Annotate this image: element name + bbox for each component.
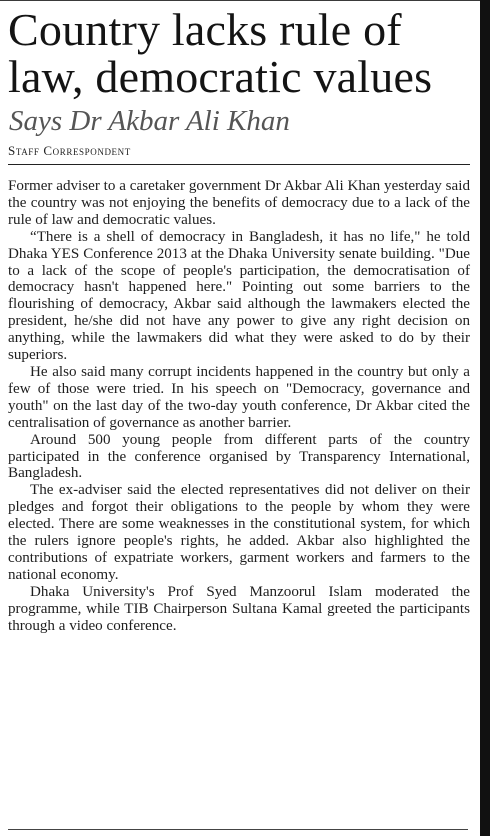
paragraph-5: The ex-adviser said the elected representatives did not deliver on their pledges and forgot their obligations to the people by whom they were elected. There are some weaknesses in the constitutional system, for which the rulers ignore people's rights, he added. Akbar also highlighted the contributions of expatriate workers, garment workers and farmers to the national economy.: [8, 482, 470, 583]
byline-divider: [8, 164, 470, 165]
subheadline: Says Dr Akbar Ali Khan: [9, 105, 290, 137]
news-article: [8, 6, 470, 634]
paragraph-6: Dhaka University's Prof Syed Manzoorul Islam moderated the programme, while TIB Chairperson Sultana Kamal greeted the participants through a video conference.: [8, 583, 470, 634]
headline: [8, 6, 470, 100]
paragraph-1: Former adviser to a caretaker government Dr Akbar Ali Khan yesterday said the country was not enjoying the benefits of democracy due to a lack of the rule of law and democratic values.: [8, 178, 470, 228]
paragraph-2: “There is a shell of democracy in Bangladesh, it has no life," he told Dhaka YES Conference 2013 at the Dhaka University senate building. "Due to a lack of the scope of people's participation, the democratisation of democracy hasn't happened here." Pointing out some barriers to the flourishing of democracy, Akbar said although the lawmakers elected the president, he/she did not have any power to give any right decision on anything, while the lawmakers did what they were asked to do by their superiors.: [8, 228, 470, 364]
headline-line-1: Country lacks rule of: [8, 4, 402, 55]
byline: Staff Correspondent: [8, 143, 131, 158]
paragraph-4: Around 500 young people from different parts of the country participated in the conference organised by Transparency International, Bangladesh.: [8, 431, 470, 482]
top-border: [0, 0, 490, 1]
headline-line-2: law, democratic values: [8, 51, 433, 102]
article-body: [8, 178, 470, 634]
paragraph-3: He also said many corrupt incidents happened in the country but only a few of those were tried. In his speech on "Democracy, governance and youth" on the last day of the two-day youth conference, Dr Akbar cited the centralisation of governance as another barrier.: [8, 363, 470, 431]
bottom-border: [8, 829, 468, 830]
right-edge-bar: [480, 0, 490, 836]
